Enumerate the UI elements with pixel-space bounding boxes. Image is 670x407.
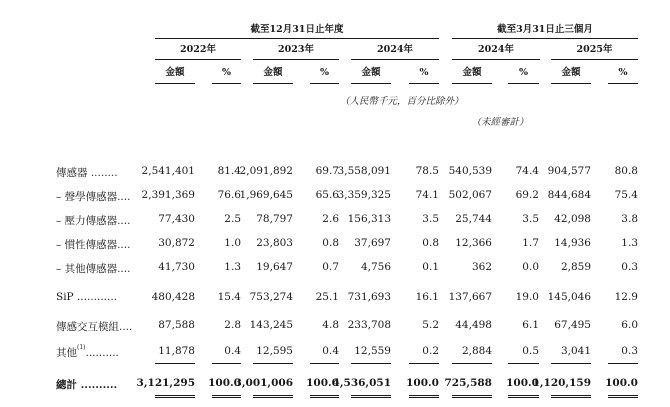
amount-cell: 844,684 <box>547 189 591 201</box>
pct-cell: 2.6 <box>322 213 339 225</box>
amount-cell: 87,588 <box>158 319 195 331</box>
rule-total-double <box>253 395 293 398</box>
pct-cell: 100.0 <box>208 377 241 389</box>
amount-cell: 904,577 <box>547 165 591 177</box>
pct-header: % <box>618 67 628 78</box>
amount-cell: 19,647 <box>256 261 293 273</box>
amount-cell: 30,872 <box>158 237 195 249</box>
amount-header: 金額 <box>462 67 482 78</box>
row-leader-dots: .... <box>119 321 133 333</box>
amount-cell: 1,969,645 <box>239 189 293 201</box>
rule-total-top <box>452 363 492 364</box>
rule-year <box>551 59 638 60</box>
row-label-text: 傳感交互模組 <box>56 321 119 333</box>
amount-cell: 156,313 <box>347 213 391 225</box>
amount-cell: 731,693 <box>347 291 391 303</box>
pct-cell: 65.6 <box>315 189 339 201</box>
row-leader-dots: .......... <box>85 347 119 359</box>
row-leader-dots: ............ <box>73 291 118 303</box>
rule-total-double <box>212 395 241 398</box>
row-leader-dots: .... <box>117 263 131 275</box>
amount-cell: 25,744 <box>455 213 492 225</box>
pct-cell: 100.0 <box>306 377 339 389</box>
rule-year <box>452 59 540 60</box>
amount-header: 金額 <box>263 67 283 78</box>
pct-cell: 100.0 <box>605 377 638 389</box>
row-label-text: – 其他傳感器 <box>56 263 118 275</box>
row-label-text: – 壓力傳感器 <box>56 215 118 227</box>
pct-header: % <box>419 67 429 78</box>
amount-header: 金額 <box>361 67 381 78</box>
pct-cell: 1.3 <box>224 261 241 273</box>
rule-total-top <box>551 363 591 364</box>
pct-cell: 0.8 <box>322 237 339 249</box>
pct-cell: 100.0 <box>506 377 539 389</box>
pct-cell: 3.8 <box>621 213 638 225</box>
amount-cell: 3,558,091 <box>337 165 391 177</box>
pct-cell: 76.6 <box>217 189 241 201</box>
pct-cell: 12.9 <box>614 291 638 303</box>
amount-cell: 143,245 <box>249 319 293 331</box>
pct-cell: 6.1 <box>522 319 539 331</box>
pct-cell: 0.5 <box>522 345 539 357</box>
row-label-text: – 聲學傳感器 <box>56 191 118 203</box>
pct-cell: 1.3 <box>621 237 638 249</box>
pct-cell: 16.1 <box>415 291 439 303</box>
amount-cell: 23,803 <box>256 237 293 249</box>
rule-sub <box>608 83 638 84</box>
amount-cell: 753,274 <box>249 291 293 303</box>
pct-cell: 25.1 <box>315 291 339 303</box>
unit-note: （人民幣千元，百分比除外） <box>340 96 464 107</box>
rule-sub <box>508 83 539 84</box>
pct-header: % <box>319 67 330 78</box>
row-label <box>56 165 118 180</box>
pct-cell: 15.4 <box>217 291 241 303</box>
pct-cell: 0.3 <box>621 261 638 273</box>
amount-cell: 78,797 <box>256 213 293 225</box>
rule-sub <box>310 83 339 84</box>
amount-cell: 37,697 <box>354 237 391 249</box>
amount-header: 金額 <box>165 67 185 78</box>
rule-total-top <box>212 363 241 364</box>
rule-sub <box>351 83 391 84</box>
row-leader-dots: ........ <box>87 167 118 179</box>
amount-cell: 3,359,325 <box>337 189 391 201</box>
rule-total-double <box>452 395 492 398</box>
pct-cell: 74.1 <box>415 189 439 201</box>
amount-cell: 540,539 <box>448 165 492 177</box>
amount-cell: 2,884 <box>461 345 492 357</box>
row-label <box>56 213 130 228</box>
pct-cell: 78.5 <box>415 165 439 177</box>
year-header-2025-q1: 2025年 <box>576 44 613 55</box>
year-header-2024: 2024年 <box>377 44 413 55</box>
header-period-three-month: 截至3月31日止三個月 <box>497 24 593 35</box>
rule-sub <box>551 83 591 84</box>
pct-cell: 2.8 <box>224 319 241 331</box>
rule-year <box>253 59 339 60</box>
row-label-text: SiP <box>56 291 74 303</box>
rule-total-top <box>508 363 539 364</box>
pct-cell: 74.4 <box>515 165 539 177</box>
rule-sub <box>409 83 439 84</box>
year-header-2024-q1: 2024年 <box>478 44 514 55</box>
pct-cell: 0.3 <box>621 345 638 357</box>
amount-cell: 11,878 <box>158 345 195 357</box>
amount-cell: 3,041 <box>560 345 591 357</box>
row-label-text: – 慣性傳感器 <box>56 239 118 251</box>
pct-cell: 0.8 <box>422 237 439 249</box>
row-label <box>56 319 132 334</box>
rule-total-double <box>310 395 339 398</box>
amount-cell: 12,595 <box>256 345 293 357</box>
rule-total-double <box>608 395 638 398</box>
amount-cell: 725,588 <box>444 377 492 389</box>
row-label <box>56 261 130 276</box>
amount-cell: 2,091,892 <box>239 165 293 177</box>
rule-total-double <box>351 395 391 398</box>
amount-cell: 145,046 <box>547 291 591 303</box>
amount-cell: 67,495 <box>554 319 591 331</box>
amount-cell: 42,098 <box>554 213 591 225</box>
pct-cell: 1.7 <box>522 237 539 249</box>
rule-year <box>351 59 439 60</box>
amount-cell: 3,121,295 <box>136 377 195 389</box>
pct-cell: 4.8 <box>322 319 339 331</box>
row-label <box>56 291 117 303</box>
pct-cell: 3.5 <box>422 213 439 225</box>
rule-total-double <box>551 395 591 398</box>
pct-cell: 0.2 <box>422 345 439 357</box>
amount-cell: 14,936 <box>554 237 591 249</box>
rule-sub <box>452 83 492 84</box>
pct-cell: 6.0 <box>621 319 638 331</box>
row-label <box>56 377 117 392</box>
pct-cell: 69.2 <box>515 189 539 201</box>
pct-cell: 69.7 <box>315 165 339 177</box>
amount-cell: 12,366 <box>455 237 492 249</box>
amount-cell: 1,120,159 <box>532 377 591 389</box>
amount-cell: 77,430 <box>158 213 195 225</box>
amount-cell: 12,559 <box>354 345 391 357</box>
pct-cell: 0.1 <box>422 261 439 273</box>
rule-sub <box>155 83 195 84</box>
row-label <box>56 189 130 204</box>
year-header-2023: 2023年 <box>278 44 314 55</box>
pct-cell: 80.8 <box>614 165 638 177</box>
amount-cell: 2,391,369 <box>141 189 195 201</box>
rule-sub <box>253 83 293 84</box>
pct-cell: 3.5 <box>522 213 539 225</box>
row-label-text: 傳感器 <box>56 167 88 179</box>
amount-cell: 4,536,051 <box>332 377 391 389</box>
pct-cell: 81.4 <box>217 165 241 177</box>
rule-period-three-month <box>452 38 638 39</box>
amount-cell: 362 <box>471 261 492 273</box>
rule-total-top <box>155 363 195 364</box>
rule-year <box>155 59 241 60</box>
row-leader-dots: .... <box>117 215 131 227</box>
amount-cell: 2,541,401 <box>141 165 195 177</box>
pct-header: % <box>518 67 529 78</box>
pct-cell: 0.4 <box>224 345 241 357</box>
row-label-text: 總計 <box>56 379 77 391</box>
rule-total-double <box>409 395 439 398</box>
rule-total-top <box>310 363 339 364</box>
pct-cell: 5.2 <box>422 319 439 331</box>
row-leader-dots: .... <box>117 239 131 251</box>
row-label <box>56 237 130 252</box>
rule-total-double <box>508 395 539 398</box>
row-leader-dots: .... <box>117 191 131 203</box>
rule-total-top <box>351 363 391 364</box>
row-leader-dots: .......... <box>77 379 118 391</box>
rule-total-top <box>608 363 638 364</box>
amount-cell: 44,498 <box>455 319 492 331</box>
amount-cell: 502,067 <box>448 189 492 201</box>
amount-cell: 3,001,006 <box>234 377 293 389</box>
footnote-marker: (1) <box>77 344 86 351</box>
pct-cell: 2.5 <box>224 213 241 225</box>
unaudited-note: （未經審計） <box>471 117 529 128</box>
amount-cell: 41,730 <box>158 261 195 273</box>
pct-cell: 1.0 <box>224 237 241 249</box>
pct-cell: 100.0 <box>406 377 439 389</box>
rule-total-double <box>155 395 195 398</box>
rule-total-top <box>253 363 293 364</box>
pct-cell: 0.4 <box>322 345 339 357</box>
header-period-full: 截至12月31日止年度 <box>250 24 344 35</box>
row-label-text: 其他 <box>56 347 77 359</box>
row-label <box>56 345 119 360</box>
pct-cell: 19.0 <box>515 291 539 303</box>
amount-cell: 233,708 <box>347 319 391 331</box>
amount-cell: 137,667 <box>448 291 492 303</box>
amount-cell: 2,859 <box>560 261 591 273</box>
pct-cell: 75.4 <box>614 189 638 201</box>
pct-header: % <box>221 67 232 78</box>
amount-cell: 4,756 <box>360 261 391 273</box>
year-header-2022: 2022年 <box>180 44 216 55</box>
amount-header: 金額 <box>561 67 581 78</box>
rule-period-full <box>155 38 439 39</box>
pct-cell: 0.7 <box>322 261 339 273</box>
rule-sub <box>212 83 241 84</box>
rule-total-top <box>409 363 439 364</box>
amount-cell: 480,428 <box>151 291 195 303</box>
pct-cell: 0.0 <box>522 261 539 273</box>
